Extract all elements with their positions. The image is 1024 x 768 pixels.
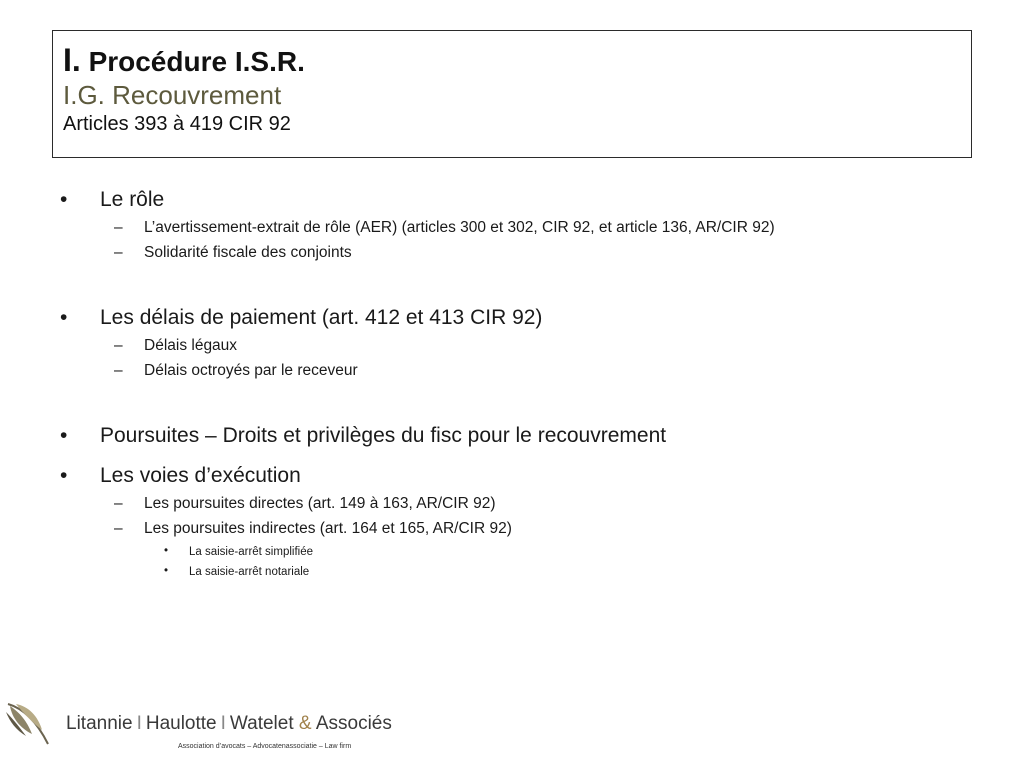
bullet-marker: •: [60, 464, 68, 487]
bullet-marker: •: [60, 424, 68, 447]
sub-bullet: [60, 360, 990, 382]
bullet-text: Les délais de paiement (art. 412 et 413 CIR 92): [100, 306, 543, 329]
firm-tagline: Association d’avocats – Advocatenassociatie – Law firm: [178, 743, 352, 750]
sub-sub-bullet: [60, 544, 990, 560]
sub-sub-bullet-text: La saisie-arrêt notariale: [189, 566, 310, 578]
bullet-poursuites: [60, 422, 990, 450]
bullet-voies-execution: [60, 462, 990, 490]
firm-name-part: Litannie: [66, 713, 133, 734]
dash-marker: –: [114, 520, 123, 537]
title-box: [52, 30, 972, 158]
bullet-marker: •: [60, 306, 68, 329]
dash-marker: –: [114, 362, 123, 379]
title-main: Procédure I.S.R.: [88, 46, 305, 77]
bullet-text: Poursuites – Droits et privilèges du fisc pour le recouvrement: [100, 424, 667, 447]
bullet-list: [60, 186, 990, 580]
sub-bullet: [60, 335, 990, 357]
bullet-text: Les voies d’exécution: [100, 464, 301, 487]
dash-marker: –: [114, 244, 123, 261]
sub-bullet-text: Solidarité fiscale des conjoints: [144, 244, 352, 261]
bullet-marker: •: [60, 188, 68, 211]
firm-name: [66, 713, 392, 735]
sub-bullet: [60, 518, 990, 540]
bullet-marker: •: [164, 565, 169, 577]
sub-bullet-text: Délais légaux: [144, 337, 238, 354]
sub-bullet-text: Les poursuites indirectes (art. 164 et 165, AR/CIR 92): [144, 520, 512, 537]
slide-subtitle: I.G. Recouvrement: [63, 80, 282, 110]
bullet-delais: [60, 304, 990, 332]
firm-separator: I: [220, 713, 226, 734]
dash-marker: –: [114, 337, 123, 354]
sub-sub-bullet-text: La saisie-arrêt simplifiée: [189, 546, 313, 558]
bullet-marker: •: [164, 545, 169, 557]
sub-bullet: [60, 493, 990, 515]
firm-name-part: Associés: [315, 713, 392, 734]
sub-bullet: [60, 242, 990, 264]
firm-name-part: Haulotte: [145, 713, 217, 734]
title-numeral: I.: [63, 42, 81, 78]
feather-leaf-icon: [2, 698, 54, 748]
dash-marker: –: [114, 219, 123, 236]
sub-bullet: [60, 217, 990, 239]
slide-title: [63, 43, 961, 79]
bullet-role: [60, 186, 990, 214]
dash-marker: –: [114, 495, 123, 512]
bullet-text: Le rôle: [100, 188, 165, 211]
sub-sub-bullet: [60, 564, 990, 580]
firm-separator: I: [136, 713, 142, 734]
firm-name-part: Watelet: [229, 713, 294, 734]
sub-bullet-text: Les poursuites directes (art. 149 à 163, AR/CIR 92): [144, 495, 496, 512]
firm-ampersand: &: [298, 713, 312, 734]
slide-reference: Articles 393 à 419 CIR 92: [63, 113, 291, 135]
sub-bullet-text: Délais octroyés par le receveur: [144, 362, 358, 379]
sub-bullet-text: L’avertissement-extrait de rôle (AER) (articles 300 et 302, CIR 92, et article 136, AR/CIR 92): [144, 219, 775, 236]
